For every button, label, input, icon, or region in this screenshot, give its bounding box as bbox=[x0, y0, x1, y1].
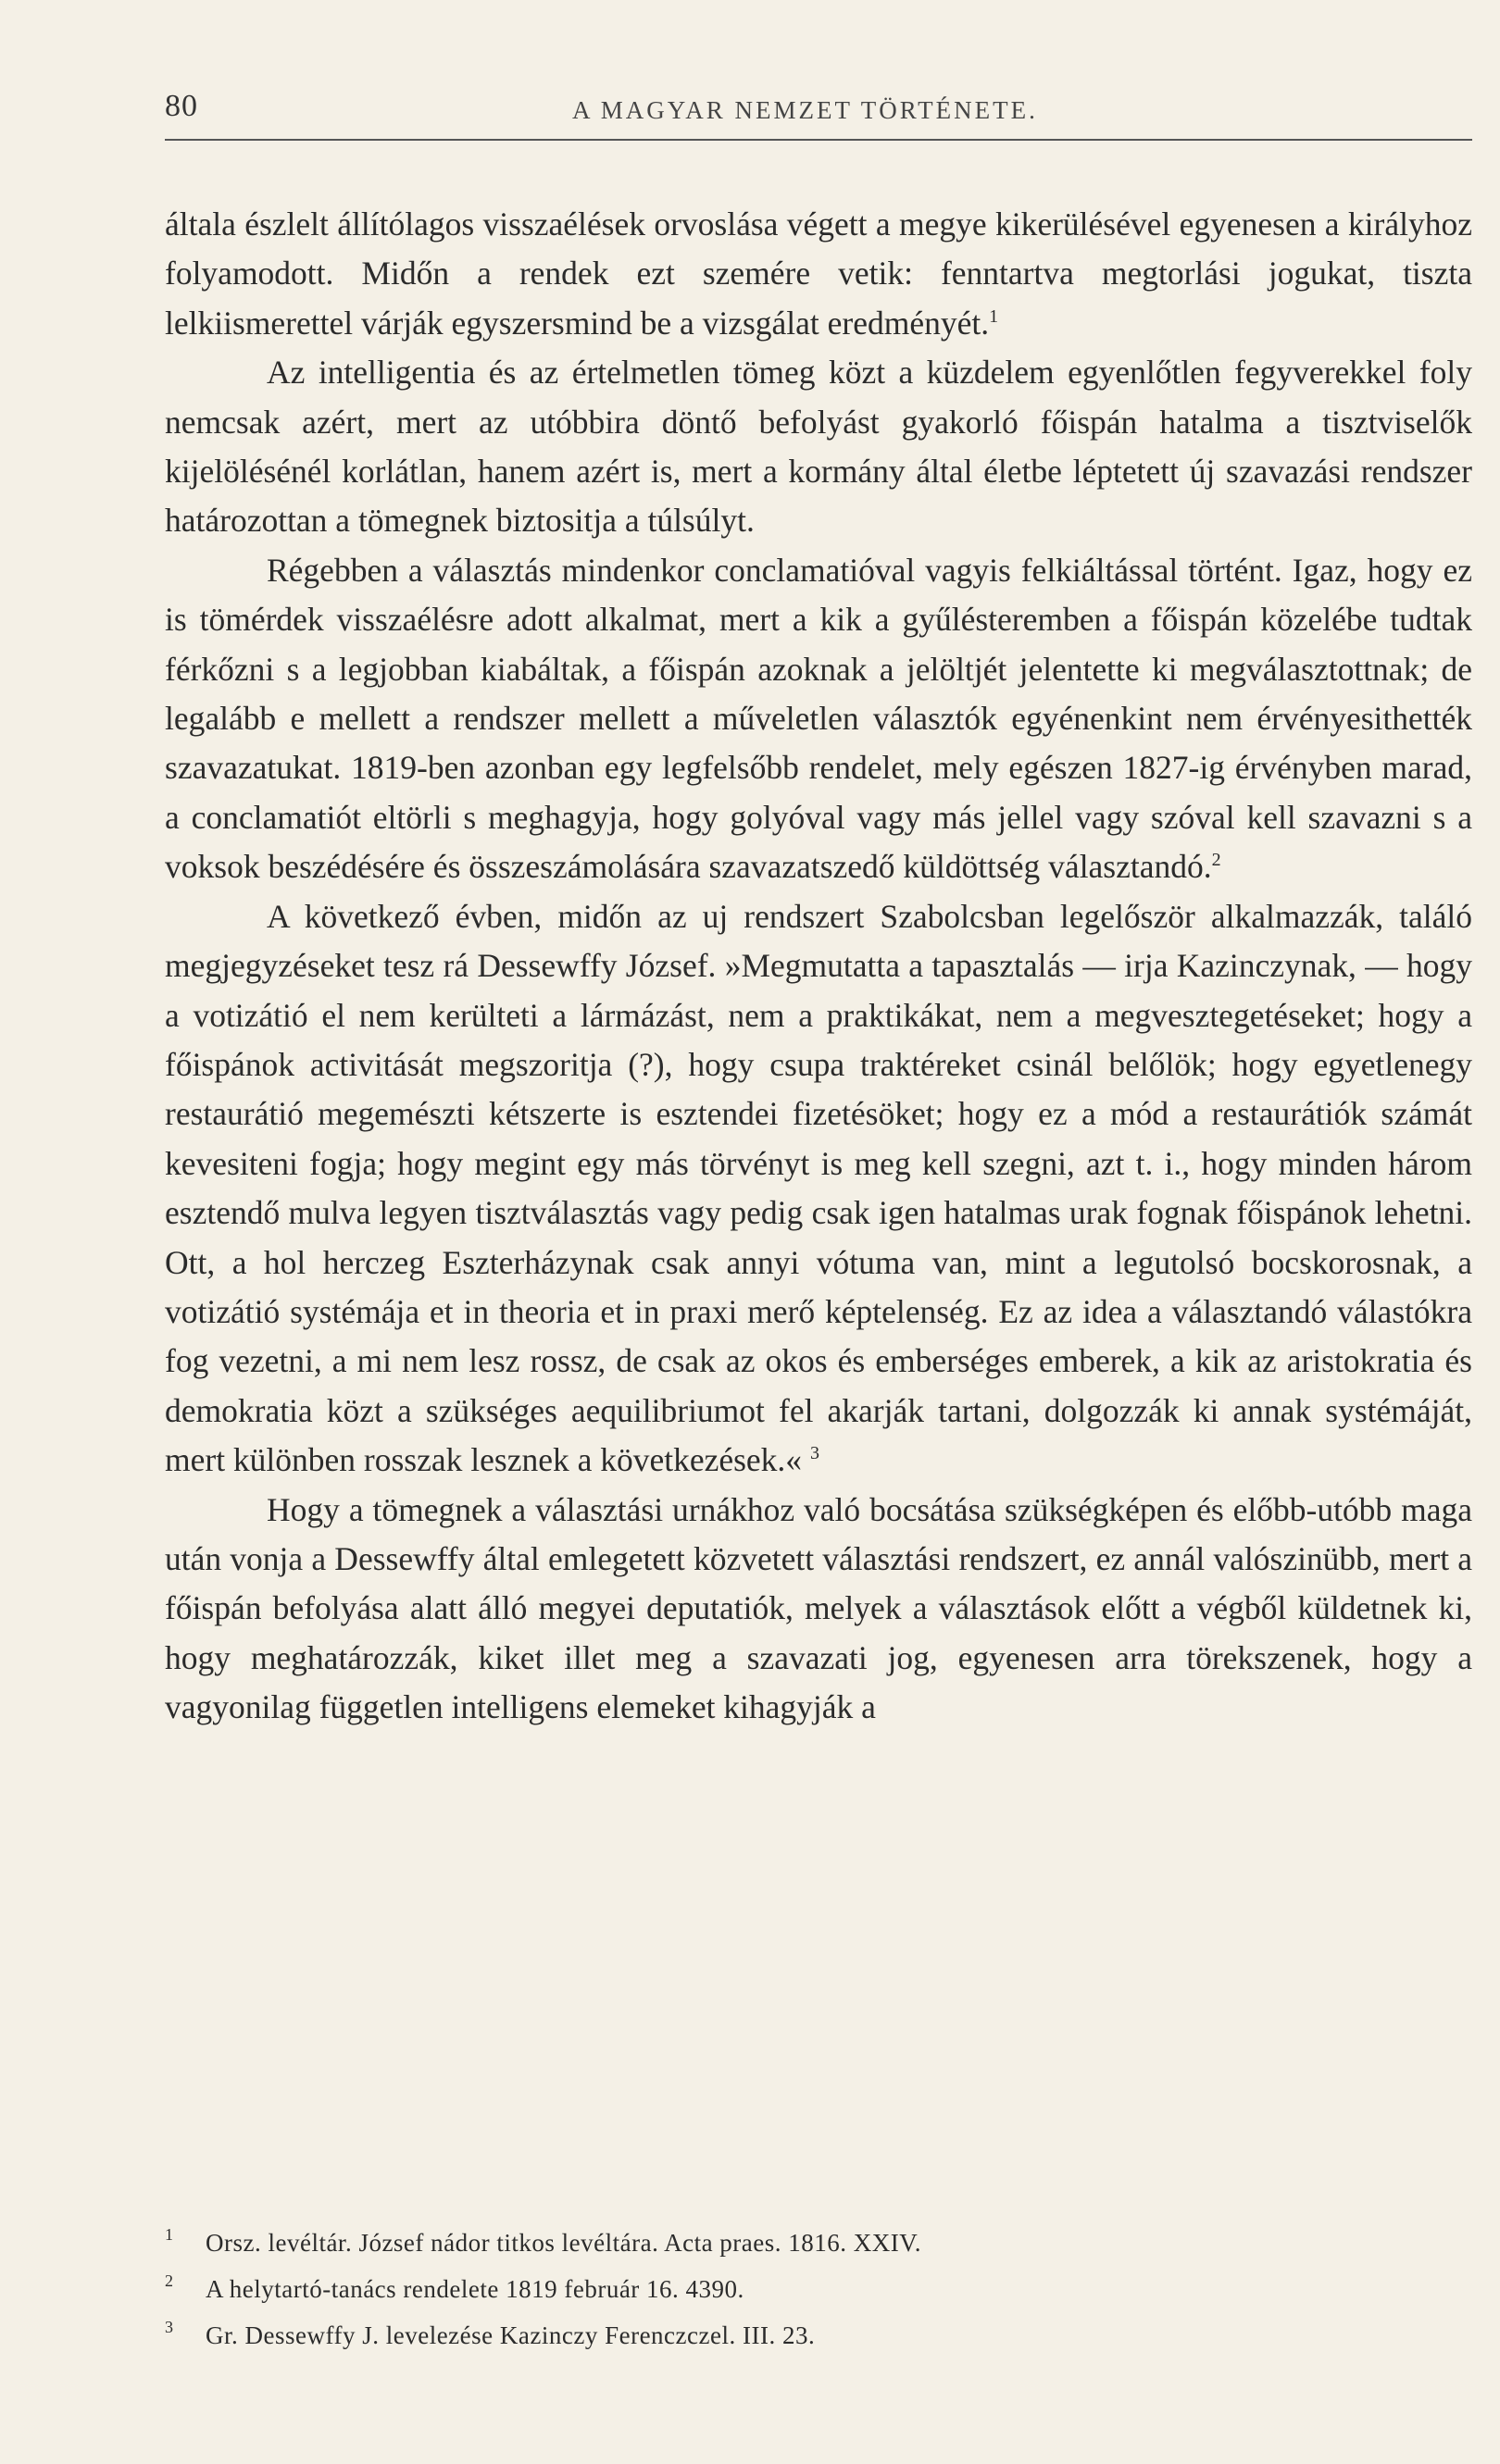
paragraph-5: Hogy a tömegnek a választási urnákhoz való bocsátása szükségképen és előbb-utóbb maga után vonja a Dessewffy által emlegetett közvetett választási rendszert, ez annál valószinübb, mert a főispán befolyása alatt álló megyei deputatiók, melyek a választások előtt a végből küldetnek ki, hogy meghatározzák, kiket illet meg a szavazati jog, egyenesen arra törekszenek, hogy a vagyonilag független intelligens elemeket kihagyják a bbox=[165, 1490, 1472, 1726]
footnote-text: A helytartó-tanács rendelete 1819 február 16. 4390. bbox=[206, 2275, 744, 2303]
footnote-mark: 2 bbox=[165, 2271, 174, 2290]
page bbox=[165, 0, 1472, 2464]
footnote-text: Gr. Dessewffy J. levelezése Kazinczy Ferenczczel. III. 23. bbox=[206, 2321, 816, 2349]
footnote-text: Orsz. levéltár. József nádor titkos levéltára. Acta praes. 1816. XXIV. bbox=[206, 2229, 922, 2257]
footnote-1 bbox=[165, 2220, 1472, 2266]
paragraph-1: általa észlelt állítólagos visszaélések orvoslása végett a megye kikerülésével egyenesen a királyhoz folyamodott. Midőn a rendek ezt szemére vetik: fenntartva megtorlási jogukat, tiszta lelkiismerettel várják egyszersmind be a vizsgálat eredményét.$^1$ bbox=[165, 205, 1472, 342]
running-title: A MAGYAR NEMZET TÖRTÉNETE. bbox=[572, 96, 1038, 124]
footnote-ref-1[interactable]: 1 bbox=[989, 305, 999, 327]
footnote-mark: 3 bbox=[165, 2318, 174, 2336]
footnote-3 bbox=[165, 2312, 1472, 2358]
footnote-2 bbox=[165, 2266, 1472, 2312]
footnote-ref-2[interactable]: 2 bbox=[1211, 850, 1221, 871]
page-header bbox=[165, 89, 1472, 144]
paragraph-2: Az intelligentia és az értelmetlen tömeg közt a küzdelem egyenlőtlen fegyverekkel foly nemcsak azért, mert az utóbbira döntő befolyást gyakorló főispán hatalma a tisztviselők kijelölésénél korlátlan, hanem azért is, mert a kormány által életbe léptetett új szavazási rendszer határozottan a tömegnek biztositja a túlsúlyt. bbox=[165, 354, 1472, 540]
body-text bbox=[165, 200, 1472, 1733]
footnote-mark: 1 bbox=[165, 2225, 174, 2244]
page-number: 80 bbox=[165, 89, 198, 123]
header-rule bbox=[165, 139, 1472, 141]
footnote-ref-3[interactable]: 3 bbox=[809, 1443, 819, 1464]
paragraph-3: Régebben a választás mindenkor conclamatióval vagyis felkiáltással történt. Igaz, hogy ez is tömérdek visszaélésre adott alkalmat, mert a kik a gyűlésteremben a főispán közelébe tudtak férkőzni s a legjobban kiabáltak, a főispán azoknak a jelöltjét jelentette ki megválasztottnak; de legalább e mellett a rendszer mellett a műveletlen választók egyénenkint nem érvényesithették szavazatukat. 1819-ben azonban egy legfelsőbb rendelet, mely egészen 1827-ig érvényben marad, a conclamatiót eltörli s meghagyja, hogy golyóval vagy más jellel vagy szóval kell szavazni s a voksok beszédésére és összeszámolására szavazatszedő küldöttség választandó.$^2$ bbox=[165, 551, 1472, 886]
footnotes bbox=[165, 2220, 1472, 2358]
paragraph-4: A következő évben, midőn az uj rendszert Szabolcsban legelőször alkalmazzák, találó megjegyzéseket tesz rá Dessewffy József. »Megmutatta a tapasztalás — irja Kazinczynak, — hogy a votizátió el nem kerülteti a lármázást, nem a praktikákat, nem a megvesztegetéseket; hogy a főispánok activitását megszoritja (?), hogy csupa traktéreket csinál belőlök; hogy egyetlenegy restaurátió megemészti kétszerte is esztendei fizetésöket; hogy ez a mód a restaurátiók számát kevesiteni fogja; hogy megint egy más törvényt is meg kell szegni, azt t. i., hogy minden három esztendő mulva legyen tisztválasztás vagy pedig csak igen hatalmas urak fognak főispánok lehetni. Ott, a hol herczeg Eszterházynak csak annyi vótuma van, mint a legutolsó bocskorosnak, a votizátió systémája et in theoria et in praxi merő képtelenség. Ez az idea a választandó válastókra fog vezetni, a mi nem lesz rossz, de csak az okos és emberséges emberek, a kik az aristokratia és demokratia közt a szükséges aequilibriumot fel akarják tartani, dolgozzák ki annak systémáját, mert különben rosszak lesznek a következések.« $^3$ bbox=[165, 897, 1472, 1479]
